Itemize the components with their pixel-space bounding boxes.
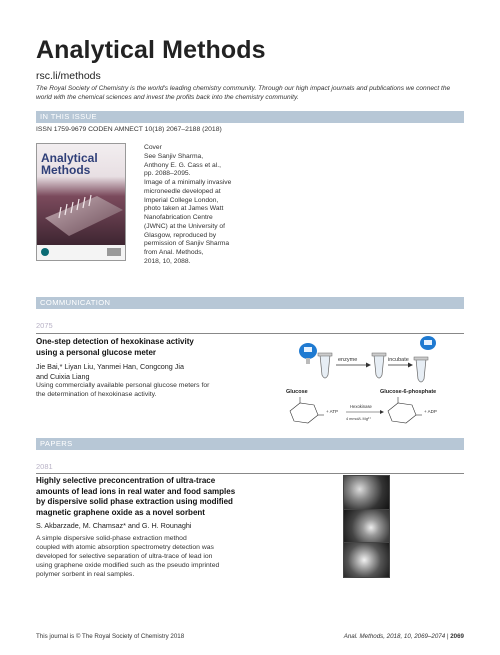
in-this-issue-heading: IN THIS ISSUE bbox=[36, 111, 464, 123]
communication-abstract bbox=[36, 382, 281, 400]
communication-page-number: 2075 bbox=[36, 321, 53, 330]
paper-authors: S. Akbarzade, M. Chamsaz* and G. H. Rounaghi bbox=[36, 521, 192, 530]
enzyme-rxn-label: 4 mmol/L Mg²⁺ bbox=[346, 417, 372, 421]
cover-title-line1: Analytical bbox=[41, 151, 98, 165]
glucose-meter-icon bbox=[420, 336, 436, 350]
authors-line: Jie Bai,* Liyan Liu, Yanmei Han, Congcong Jia bbox=[36, 362, 184, 371]
tube-icon bbox=[414, 357, 428, 382]
title-line: amounts of lead ions in real water and food samples bbox=[36, 486, 236, 496]
paper-abstract bbox=[36, 535, 336, 580]
glucose-label: Glucose bbox=[286, 389, 308, 395]
journal-url[interactable]: rsc.li/methods bbox=[36, 70, 101, 82]
rsc-blurb: The Royal Society of Chemistry is the world's leading chemistry community. Through our high impact journals and publications we connect the world with the chemical sciences and invest the profits back into the chemistry community. bbox=[36, 85, 451, 101]
footer-page-number: 2069 bbox=[450, 633, 464, 640]
communication-heading: COMMUNICATION bbox=[36, 297, 464, 309]
authors-line: and Cuixia Liang bbox=[36, 371, 90, 381]
title-line: by dispersive solid phase extraction using modified bbox=[36, 497, 233, 507]
abstract-line: A simple dispersive solid-phase extraction method bbox=[36, 535, 187, 542]
paper-title[interactable] bbox=[36, 476, 336, 519]
cover-caption-line: (JWNC) at the University of bbox=[144, 222, 226, 230]
cover-caption-line: Cover bbox=[144, 144, 162, 151]
cover-title-line2: Methods bbox=[41, 163, 91, 177]
cover-illustration bbox=[37, 144, 125, 260]
cover-caption-line: Image of a minimally invasive bbox=[144, 179, 232, 187]
title-line: using a personal glucose meter bbox=[36, 347, 157, 357]
hexokinase-label: Hexokinase bbox=[350, 404, 372, 409]
sem-image bbox=[343, 542, 390, 578]
footer-citation-text: Anal. Methods, 2018, 10, 2069–2074 | bbox=[343, 633, 451, 640]
cover-caption-line: pp. 2088–2095. bbox=[144, 170, 191, 178]
adp-label: + ADP bbox=[424, 409, 437, 414]
atp-label: + ATP bbox=[326, 409, 339, 414]
title-line: Highly selective preconcentration of ultra-trace bbox=[36, 476, 216, 485]
cover-caption-line: microneedle developed at bbox=[144, 187, 221, 195]
tube-icon bbox=[318, 353, 332, 378]
divider bbox=[36, 473, 464, 474]
cover-caption-line: Imperial College London, bbox=[144, 196, 219, 204]
title-line: magnetic graphene oxide as a novel sorbent bbox=[36, 507, 205, 517]
footer-citation bbox=[344, 633, 464, 640]
abstract-line: using graphene oxide modified such as the pseudo imprinted bbox=[36, 561, 220, 569]
footer-copyright: This journal is © The Royal Society of Chemistry 2018 bbox=[36, 633, 185, 640]
cover-caption-line: permission of Sanjiv Sharma bbox=[144, 240, 230, 248]
enzyme-label: enzyme bbox=[338, 357, 358, 363]
communication-authors bbox=[36, 362, 281, 381]
glucose-molecule-icon bbox=[290, 397, 324, 423]
issn-line: ISSN 1759-9679 CODEN AMNECT 10(18) 2067–2188 (2018) bbox=[36, 126, 222, 133]
sem-image bbox=[343, 509, 390, 543]
cover-caption-line: See Sanjiv Sharma, bbox=[144, 152, 204, 160]
cover-caption-line: Nanofabrication Centre bbox=[144, 214, 213, 222]
glucose-meter-icon bbox=[299, 343, 317, 364]
abstract-line: coupled with atomic absorption spectrometry detection was bbox=[36, 543, 214, 551]
abstract-line: polymer sorbent in real samples. bbox=[36, 570, 135, 578]
cover-caption-line: from Anal. Methods, bbox=[144, 249, 204, 257]
papers-heading: PAPERS bbox=[36, 438, 464, 450]
g6p-label: Glucose-6-phosphate bbox=[380, 389, 437, 395]
papers-page-number: 2081 bbox=[36, 462, 53, 471]
abstract-line: the determination of hexokinase activity. bbox=[36, 390, 157, 398]
sem-image bbox=[343, 475, 390, 510]
abstract-line: developed for selective separation of ultra-trace of lead ion bbox=[36, 552, 213, 560]
cover-caption bbox=[144, 144, 244, 267]
cover-image bbox=[36, 143, 126, 261]
incubate-label: incubate bbox=[388, 357, 409, 363]
g6p-molecule-icon bbox=[388, 397, 422, 423]
cover-caption-line: 2018, 10, 2088. bbox=[144, 257, 191, 265]
cover-caption-line: Glasgow, reproduced by bbox=[144, 231, 217, 239]
journal-title: Analytical Methods bbox=[36, 36, 266, 64]
communication-title[interactable] bbox=[36, 337, 281, 358]
title-line: One-step detection of hexokinase activity bbox=[36, 337, 194, 346]
abstract-line: Using commercially available personal glucose meters for bbox=[36, 382, 210, 389]
cover-caption-line: Anthony E. G. Cass et al., bbox=[144, 161, 221, 169]
cover-caption-line: photo taken at James Watt bbox=[144, 205, 224, 213]
communication-figure bbox=[280, 333, 445, 433]
tube-icon bbox=[372, 353, 386, 378]
